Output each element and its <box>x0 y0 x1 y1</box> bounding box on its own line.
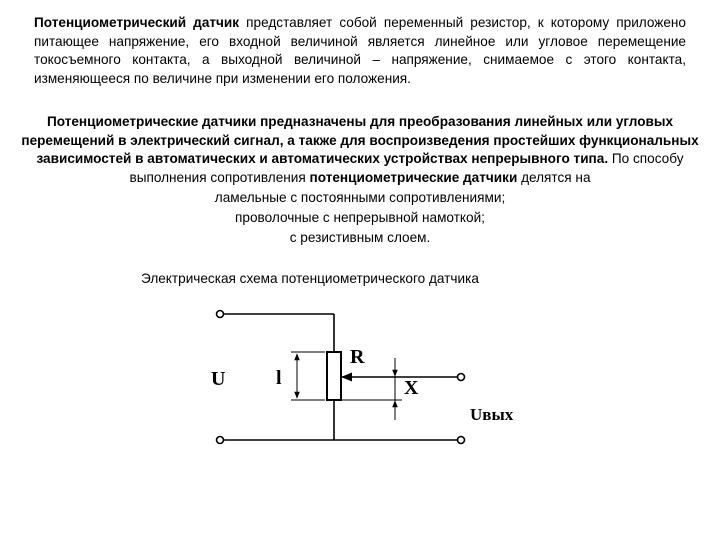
sensor-type-item: с резистивным слоем. <box>289 230 431 245</box>
purpose-text-1: По способу выполнения сопротивления <box>129 151 684 185</box>
terminal-bottom-right <box>458 437 465 444</box>
resistor-body <box>327 352 341 400</box>
sensor-type-item: ламельные с постоянными сопротивлениями; <box>214 190 506 205</box>
intro-text: представляет собой переменный резистор, к которому приложено питающее напряжение, его входной величиной является линейное или угловое перемещение токосъемного контакта, а выходной величиной – напряжение, снимаемое с этого контакта, изменяющееся по величине при изменении его положения. <box>34 15 686 86</box>
label-r: R <box>350 346 365 368</box>
label-l: l <box>276 367 282 389</box>
label-uout: Uвых <box>470 405 514 424</box>
label-x: X <box>404 377 419 399</box>
sensor-type-item: проволочные с непрерывной намоткой; <box>235 210 485 225</box>
intro-lead: Потенциометрический датчик <box>34 15 240 30</box>
label-u: U <box>211 368 226 390</box>
diagram-caption: Электрическая схема потенциометрического датчика <box>141 271 479 286</box>
terminal-wiper-right <box>458 374 465 381</box>
terminal-top-left <box>217 311 224 318</box>
purpose-bold-2: потенциометрические датчики <box>309 169 518 185</box>
purpose-bold: Потенциометрические датчики предназначены для преобразования линейных или угловых перемещений в электрический сигнал, а также для воспроизведения простейших функциональных зависимостей в автоматических и автоматических устройствах непрерывного типа. <box>21 114 699 166</box>
terminal-bottom-left <box>217 437 224 444</box>
purpose-text-2: делятся на <box>517 169 591 185</box>
